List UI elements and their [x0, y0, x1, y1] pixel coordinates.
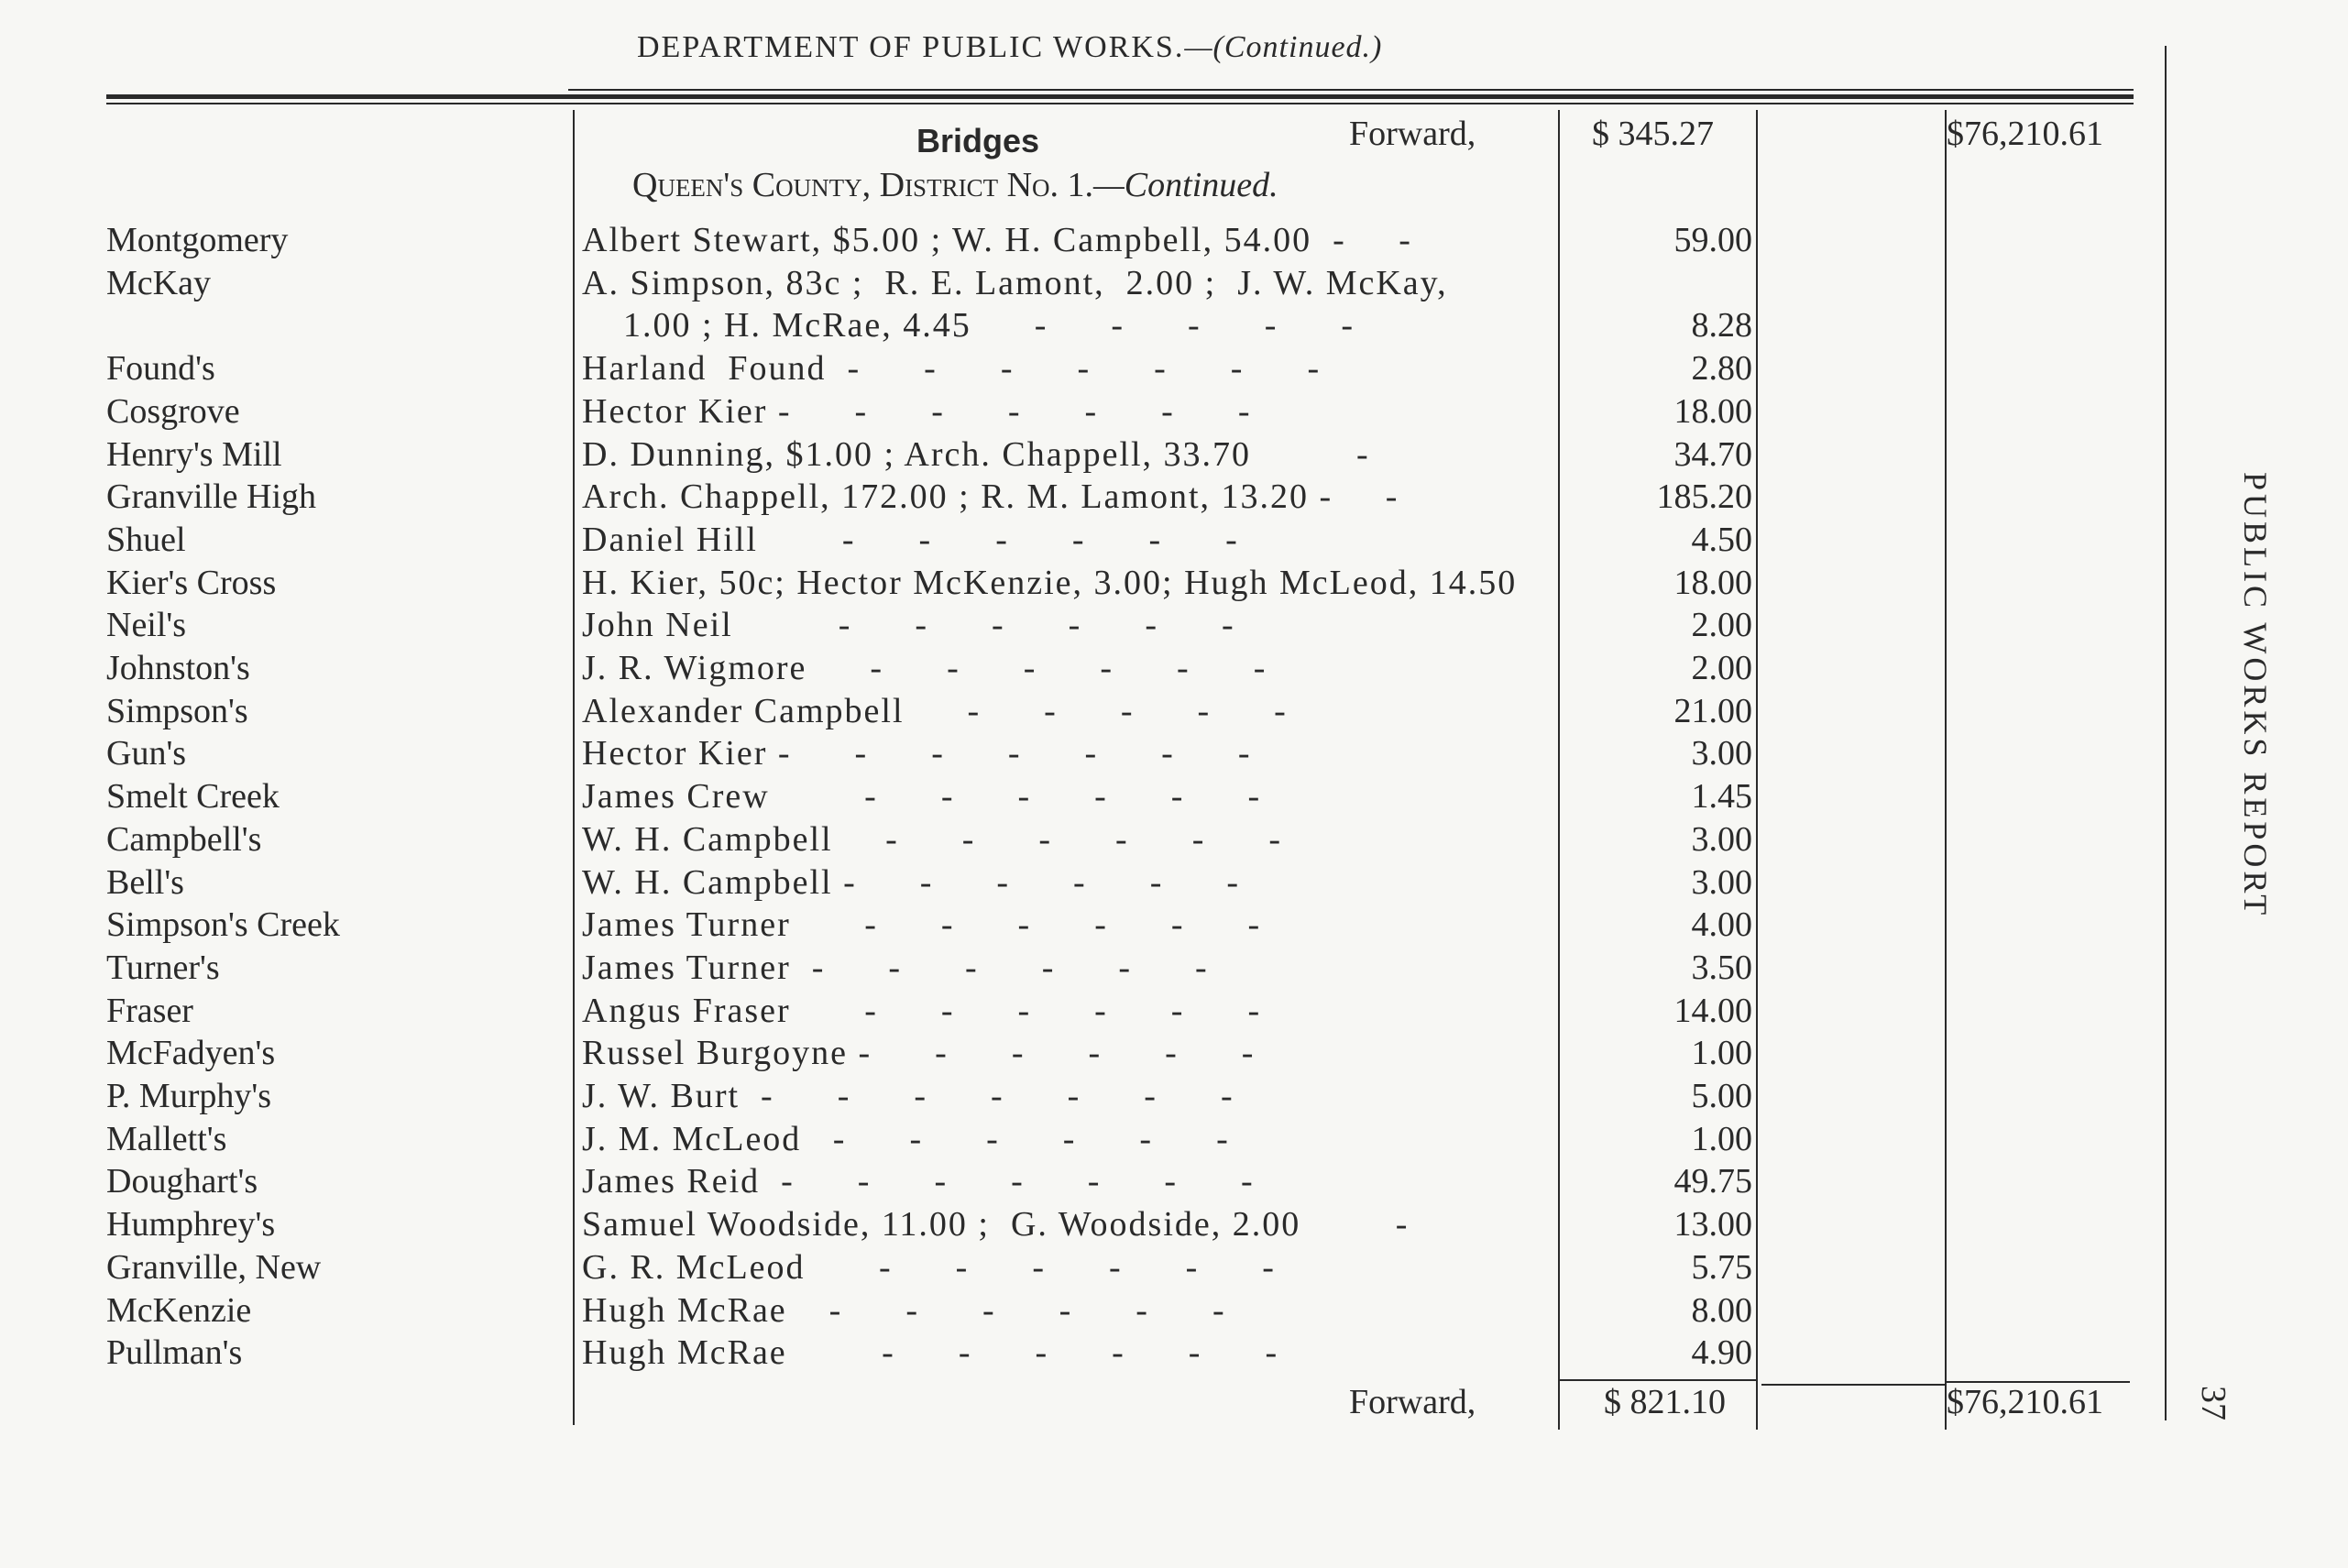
- row-place: P. Murphy's: [106, 1077, 271, 1115]
- row-place: Neil's: [106, 606, 187, 645]
- header-continued: —(Continued.): [1184, 30, 1383, 64]
- row-payee: James Turner - - - - - -: [582, 905, 1262, 945]
- row-amount: 8.00: [1691, 1290, 1752, 1330]
- row-amount: 3.00: [1691, 819, 1752, 859]
- footer-mid-rule: [1761, 1384, 1945, 1386]
- total-column-left: [1945, 110, 1947, 1430]
- row-payee: James Crew - - - - - -: [582, 777, 1262, 817]
- top-rule-thin: [106, 103, 2134, 104]
- row-place: Fraser: [106, 991, 193, 1030]
- row-amount: 2.80: [1691, 349, 1752, 389]
- row-amount: 4.50: [1691, 520, 1752, 559]
- row-amount: 18.00: [1673, 563, 1752, 602]
- row-place: Simpson's: [106, 691, 248, 730]
- page-header: [637, 30, 1382, 65]
- page-number: 37: [2194, 1386, 2233, 1420]
- row-payee: D. Dunning, $1.00 ; Arch. Chappell, 33.70 -: [582, 434, 1370, 474]
- row-amount: 4.00: [1691, 905, 1752, 945]
- row-place: McFadyen's: [106, 1034, 276, 1073]
- row-amount: 49.75: [1673, 1162, 1752, 1201]
- row-amount: 8.28: [1691, 306, 1752, 345]
- row-amount: 18.00: [1673, 391, 1752, 431]
- row-payee: J. W. Burt - - - - - - -: [582, 1077, 1234, 1115]
- row-place: Found's: [106, 349, 215, 389]
- row-place: Smelt Creek: [106, 777, 280, 817]
- row-place: Doughart's: [106, 1162, 258, 1201]
- forward-total-top: $76,210.61: [1947, 115, 2103, 153]
- row-payee-continuation: 1.00 ; H. McRae, 4.45 - - - - -: [623, 306, 1355, 345]
- row-place: Granville, New: [106, 1247, 322, 1287]
- section-title: Bridges: [916, 122, 1040, 159]
- row-amount: 185.20: [1656, 477, 1752, 517]
- row-payee: J. R. Wigmore - - - - - -: [582, 649, 1267, 687]
- row-payee: Hector Kier - - - - - - -: [582, 734, 1252, 773]
- row-place: Simpson's Creek: [106, 905, 340, 945]
- forward-total-bottom: $76,210.61: [1947, 1383, 2103, 1421]
- row-place: Campbell's: [106, 819, 262, 859]
- row-place: Johnston's: [106, 649, 250, 687]
- row-amount: 3.00: [1691, 862, 1752, 902]
- row-payee: Russel Burgoyne - - - - - -: [582, 1034, 1256, 1073]
- row-place: Granville High: [106, 477, 317, 517]
- top-rule-accent: [568, 89, 2134, 91]
- amount-column-right: [1756, 110, 1758, 1430]
- header-title: DEPARTMENT OF PUBLIC WORKS.: [637, 30, 1185, 64]
- county-continued: —Continued.: [1093, 166, 1278, 204]
- forward-amount-top: $ 345.27: [1592, 115, 1714, 153]
- row-amount: 14.00: [1673, 991, 1752, 1030]
- row-amount: 3.50: [1691, 948, 1752, 987]
- county-heading: [632, 165, 1278, 205]
- forward-amount-bottom: $ 821.10: [1604, 1383, 1726, 1421]
- row-amount: 1.45: [1691, 777, 1752, 817]
- row-place: Kier's Cross: [106, 563, 277, 602]
- row-amount: 21.00: [1673, 691, 1752, 730]
- row-payee: Hugh McRae - - - - - -: [582, 1333, 1279, 1373]
- row-payee: W. H. Campbell - - - - - -: [582, 819, 1282, 859]
- row-place: McKenzie: [106, 1290, 252, 1330]
- row-amount: 3.00: [1691, 734, 1752, 773]
- row-payee: Samuel Woodside, 11.00 ; G. Woodside, 2.00 -: [582, 1205, 1410, 1245]
- row-payee: James Turner - - - - - -: [582, 948, 1209, 987]
- row-place: Mallett's: [106, 1119, 227, 1158]
- row-payee: Albert Stewart, $5.00 ; W. H. Campbell, 54.00 - -: [582, 221, 1412, 259]
- row-payee: G. R. McLeod - - - - - -: [582, 1247, 1276, 1287]
- payee-column-divider: [573, 110, 575, 1425]
- row-amount: 1.00: [1691, 1119, 1752, 1158]
- row-place: Montgomery: [106, 221, 289, 259]
- row-amount: 5.00: [1691, 1077, 1752, 1115]
- row-place: Humphrey's: [106, 1205, 276, 1245]
- side-title: PUBLIC WORKS REPORT: [2237, 472, 2274, 919]
- row-payee: J. M. McLeod - - - - - -: [582, 1119, 1230, 1158]
- row-payee: W. H. Campbell - - - - - -: [582, 862, 1240, 902]
- row-place: Cosgrove: [106, 391, 240, 431]
- row-place: Shuel: [106, 520, 186, 559]
- row-amount: 4.90: [1691, 1333, 1752, 1373]
- row-payee: John Neil - - - - - -: [582, 606, 1235, 645]
- row-amount: 13.00: [1673, 1205, 1752, 1245]
- row-payee: Hector Kier - - - - - - -: [582, 391, 1252, 431]
- county-name: Queen's County, District No. 1.: [632, 166, 1094, 204]
- row-payee: Angus Fraser - - - - - -: [582, 991, 1262, 1030]
- row-payee: Harland Found - - - - - - -: [582, 349, 1322, 389]
- forward-label-bottom: Forward,: [1349, 1383, 1476, 1421]
- row-amount: 2.00: [1691, 649, 1752, 687]
- row-place: Turner's: [106, 948, 220, 987]
- row-place: Bell's: [106, 862, 184, 902]
- row-place: Pullman's: [106, 1333, 243, 1373]
- row-payee: Arch. Chappell, 172.00 ; R. M. Lamont, 13.20 - -: [582, 477, 1399, 517]
- footer-amount-rule: [1560, 1379, 1756, 1381]
- row-amount: 2.00: [1691, 606, 1752, 645]
- row-amount: 59.00: [1673, 221, 1752, 259]
- row-place: McKay: [106, 263, 211, 302]
- top-rule-thick: [106, 94, 2134, 99]
- row-place: Henry's Mill: [106, 434, 282, 474]
- row-amount: 34.70: [1673, 434, 1752, 474]
- row-payee: James Reid - - - - - - -: [582, 1162, 1255, 1201]
- row-payee: Hugh McRae - - - - - -: [582, 1290, 1226, 1330]
- row-payee: Alexander Campbell - - - - -: [582, 691, 1288, 730]
- margin-line: [2165, 46, 2167, 1420]
- row-amount: 5.75: [1691, 1247, 1752, 1287]
- row-payee: H. Kier, 50c; Hector McKenzie, 3.00; Hugh McLeod, 14.50: [582, 563, 1518, 602]
- row-payee: A. Simpson, 83c ; R. E. Lamont, 2.00 ; J. W. McKay,: [582, 263, 1448, 302]
- row-amount: 1.00: [1691, 1034, 1752, 1073]
- row-payee: Daniel Hill - - - - - -: [582, 520, 1239, 559]
- forward-label-top: Forward,: [1349, 115, 1476, 153]
- row-place: Gun's: [106, 734, 187, 773]
